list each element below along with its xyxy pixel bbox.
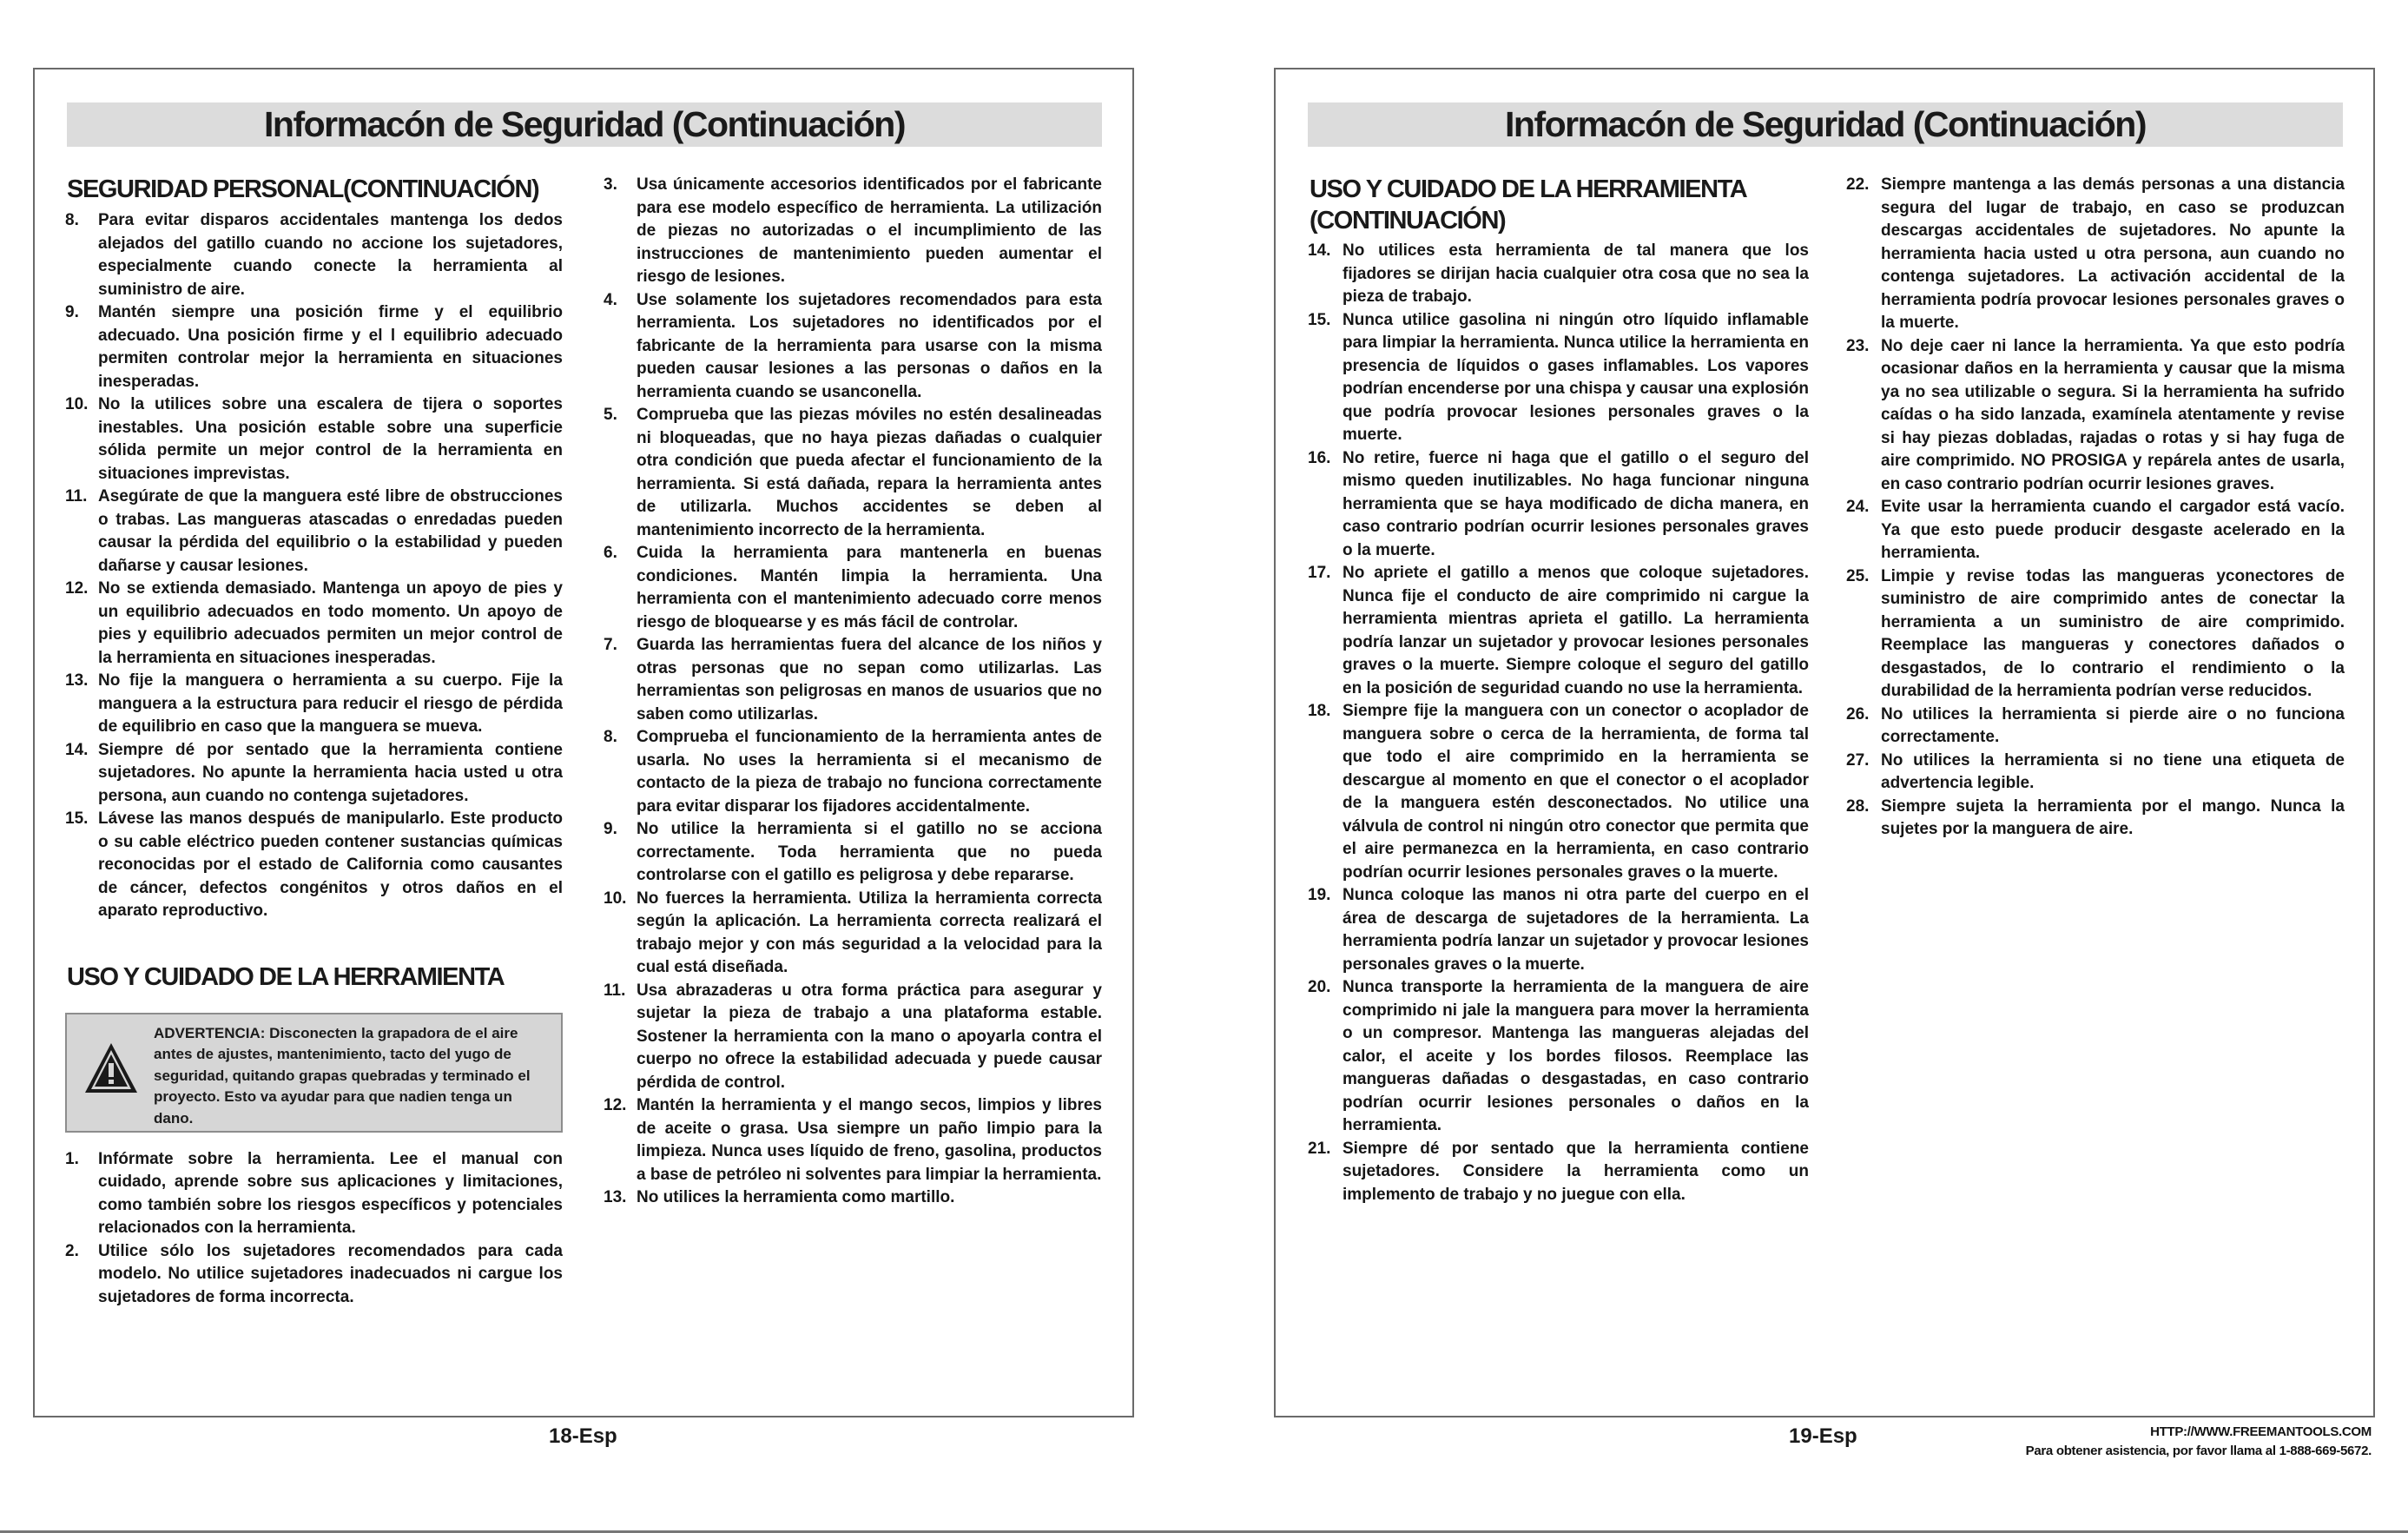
item-number: 10. — [65, 395, 89, 413]
item-text: Cuida la herramienta para mantenerla en buenas condiciones. Mantén limpia la herramienta. Una herramienta con el mantenimiento adecuado corre menos riesgo de bloquearse y es más fácil de controlar. — [637, 544, 1102, 631]
item-number: 24. — [1846, 498, 1870, 516]
list-item — [604, 404, 1102, 542]
footer-contact — [2026, 1423, 2372, 1461]
item-text: Siempre dé por sentado que la herramienta contiene sujetadores. No apunte la herramienta hacia usted u otra persona, aun cuando no contenga sujetadores. — [98, 740, 563, 805]
item-number: 11. — [65, 487, 88, 505]
item-text: No fuerces la herramienta. Utiliza la herramienta correcta según la aplicación. La herramienta correcta realizará el trabajo mejor y con más seguridad a la velocidad para la cual está diseñada. — [637, 889, 1102, 976]
page-banner-title: Informacón de Seguridad (Continuación) — [67, 102, 1102, 147]
list-item — [1308, 1138, 1809, 1207]
item-text: Infórmate sobre la herramienta. Lee el manual con cuidado, aprende sobre sus aplicaciones y limitaciones, como también sobre los riesgos específicos y potenciales relacionados con la herramienta. — [98, 1149, 563, 1237]
item-number: 22. — [1846, 175, 1870, 194]
item-text: No utilices la herramienta si pierde aire o no funciona correctamente. — [1881, 704, 2345, 746]
item-number: 25. — [1846, 566, 1870, 585]
personal-safety-list — [65, 209, 563, 923]
item-text: No apriete el gatillo a menos que coloque sujetadores. Nunca fije el conducto de aire comprimido ni cargue la herramienta mientras aprieta el gatillo. La herramienta podría lanzar un sujetador y provocar lesiones personales graves o la muerte. Siempre coloque el seguro del gatillo en la posición de seguridad cuando no use la herramienta. — [1343, 564, 1809, 697]
item-number: 11. — [604, 981, 626, 1000]
list-item — [1308, 976, 1809, 1138]
list-item — [604, 1094, 1102, 1186]
list-item — [604, 542, 1102, 634]
item-number: 5. — [604, 406, 617, 424]
item-number: 13. — [604, 1188, 627, 1206]
warning-triangle-icon — [82, 1041, 140, 1098]
item-text: Mantén la herramienta y el mango secos, limpios y libres de aceite o grasa. Usa siempre un paño limpio para la limpieza. Nunca uses líquido de freno, gasolina, productos a base de petróleo ni solventes para limpiar la herramienta. — [637, 1096, 1102, 1184]
list-item — [1846, 335, 2345, 497]
item-text: Nunca transporte la herramienta de la manguera de aire comprimido ni jale la manguera para mover la herramienta o un compresor. Mantenga las mangueras alejadas del calor, el aceite y los bordes filosos. Reemplace las mangueras dañadas o desgastadas, en caso contrario podrían ocurrir lesiones personales o daños en la herramienta. — [1343, 978, 1809, 1134]
item-text: Nunca coloque las manos ni otra parte del cuerpo en el área de descarga de sujetadores de la herramienta. La herramienta podría lanzar un sujetador y provocar lesiones personales graves o la muerte. — [1343, 886, 1809, 974]
item-text: Siempre sujeta la herramienta por el mango. Nunca la sujetes por la manguera de aire. — [1881, 796, 2345, 838]
list-item — [604, 174, 1102, 289]
item-number: 3. — [604, 175, 617, 194]
list-item — [1308, 562, 1809, 700]
list-item — [65, 209, 563, 301]
item-number: 20. — [1308, 978, 1331, 996]
footer-url-link[interactable]: HTTP://WWW.FREEMANTOOLS.COM — [2150, 1424, 2372, 1439]
section-heading-line1: USO Y CUIDADO DE LA HERRAMIENTA — [1310, 175, 1747, 203]
right-column-2 — [1846, 174, 2345, 842]
item-number: 8. — [65, 211, 79, 229]
left-column-2 — [604, 174, 1102, 1210]
right-column-1 — [1308, 174, 1809, 1206]
item-text: Siempre mantenga a las demás personas a una distancia segura del lugar de trabajo, en caso se produzcan descargas accidentales de sujetadores. No apunte la herramienta hacia usted u otra persona, aun cuando no contenga sujetadores. La activación accidental de la herramienta podría provocar lesiones personales graves o la muerte. — [1881, 175, 2345, 332]
item-text: Mantén siempre una posición firme y el equilibrio adecuado. Una posición firme y el l equilibrio adecuado permiten controlar mejor la herramienta en situaciones inesperadas. — [98, 303, 563, 391]
left-column-1 — [65, 174, 563, 1309]
item-text: No utilices esta herramienta de tal manera que los fijadores se dirijan hacia cualquier otra cosa que no sea la pieza de trabajo. — [1343, 241, 1809, 306]
list-item — [65, 301, 563, 393]
section-heading-personal-safety: SEGURIDAD PERSONAL(CONTINUACIÓN) — [67, 175, 539, 203]
list-item — [604, 818, 1102, 888]
item-text: Asegúrate de que la manguera esté libre de obstrucciones o trabas. Las mangueras atascadas o enredadas pueden causar la pérdida del equilibrio o la estabilidad y pueden dañarse y causar lesiones. — [98, 487, 563, 575]
list-item — [65, 1240, 563, 1310]
item-text: Evite usar la herramienta cuando el cargador está vacío. Ya que esto puede producir desgaste acelerado en la herramienta. — [1881, 498, 2345, 562]
section-heading-line2: (CONTINUACIÓN) — [1310, 207, 1506, 235]
item-number: 13. — [65, 671, 89, 690]
item-number: 12. — [604, 1096, 627, 1114]
item-number: 4. — [604, 290, 617, 309]
list-item — [1308, 309, 1809, 447]
item-text: No la utilices sobre una escalera de tijera o soportes inestables. Una posición estable sobre una superficie sólida permite un mejor control de la herramienta en situaciones imprevistas. — [98, 395, 563, 483]
item-number: 1. — [65, 1149, 79, 1168]
item-text: Lávese las manos después de manipularlo. Este producto o su cable eléctrico pueden contener sustancias químicas reconocidas por el estado de California como causantes de cáncer, defectos congénitos y otros daños en el aparato reproductivo. — [98, 809, 563, 920]
item-number: 8. — [604, 728, 617, 746]
item-text: No se extienda demasiado. Mantenga un apoyo de pies y un equilibrio adecuados en todo momento. Un apoyo de pies y equilibrio adecuados permiten un mejor control de la herramienta en situaciones inesperadas. — [98, 579, 563, 667]
item-text: Limpie y revise todas las mangueras yconectores de suministro de aire comprimido antes de conectar la herramienta a un suministro de aire comprimido. Reemplace las mangueras y conectores dañados o desgastados, de lo contrario el rendimiento o la durabilidad de la herramienta podrían verse reducidos. — [1881, 566, 2345, 700]
item-number: 16. — [1308, 448, 1331, 467]
item-number: 6. — [604, 544, 617, 562]
list-item — [604, 289, 1102, 405]
item-text: No fije la manguera o herramienta a su cuerpo. Fije la manguera a la estructura para reducir el riesgo de pérdida de equilibrio en caso que la manguera se mueva. — [98, 671, 563, 736]
item-number: 2. — [65, 1241, 79, 1260]
item-number: 19. — [1308, 886, 1331, 904]
item-text: Nunca utilice gasolina ni ningún otro líquido inflamable para limpiar la herramienta. Nunca utilice la herramienta en presencia de líquidos o gases inflamables. Los vapores podrían encenderse por una chispa y causar una explosión que podría provocar lesiones personales graves o la muerte. — [1343, 310, 1809, 444]
list-item — [65, 1148, 563, 1240]
item-number: 18. — [1308, 702, 1331, 720]
list-item — [1308, 700, 1809, 884]
list-item — [604, 634, 1102, 726]
item-number: 23. — [1846, 336, 1870, 355]
item-text: Siempre dé por sentado que la herramienta contiene sujetadores. Considere la herramienta como un implemento de trabajo y no juegue con ella. — [1343, 1139, 1809, 1204]
list-item — [1846, 704, 2345, 750]
list-item — [1846, 496, 2345, 565]
list-item — [604, 888, 1102, 980]
item-number: 26. — [1846, 704, 1870, 724]
list-item — [604, 980, 1102, 1095]
item-number: 9. — [65, 303, 79, 321]
section-heading-tool-use: USO Y CUIDADO DE LA HERRAMIENTA — [67, 962, 505, 991]
item-number: 21. — [1308, 1139, 1331, 1158]
list-item — [65, 739, 563, 809]
list-item — [604, 1186, 1102, 1210]
page-number: 19-Esp — [1789, 1424, 1857, 1448]
list-item — [65, 393, 563, 486]
item-text: No utilice la herramienta si el gatillo no se acciona correctamente. Toda herramienta que no pueda controlarse con el gatillo es peligrosa y debe repararse. — [637, 820, 1102, 884]
item-text: Comprueba el funcionamiento de la herramienta antes de usarla. No uses la herramienta si el mecanismo de contacto de la pieza de trabajo no funciona correctamente para evitar disparar los fijadores accidentalmente. — [637, 728, 1102, 816]
item-number: 14. — [1308, 241, 1331, 260]
list-item — [1308, 884, 1809, 976]
item-text: Siempre fije la manguera con un conector o acoplador de manguera sobre o cerca de la herramienta, de forma tal que todo el aire comprimido en la herramienta se descargue al momento en que el conector o el acoplador de la manguera estén desconectados. No utilice una válvula de control ni ningún otro conector que permita que el aire permanezca en la herramienta, en caso contrario podrían ocurrir lesiones personales graves o la muerte. — [1343, 702, 1809, 882]
item-number: 9. — [604, 820, 617, 838]
list-item — [65, 486, 563, 578]
item-number: 7. — [604, 636, 617, 654]
item-text: Guarda las herramientas fuera del alcance de los niños y otras personas que no sepan como utilizarlas. Las herramientas son peligrosas en manos de usuarios que no saben como utilizarlas. — [637, 636, 1102, 724]
footer-help-text: Para obtener asistencia, por favor llama al 1-888-669-5672. — [2025, 1444, 2372, 1458]
item-number: 10. — [604, 889, 627, 908]
list-item — [1846, 174, 2345, 335]
item-text: No utilices la herramienta si no tiene una etiqueta de advertencia legible. — [1881, 750, 2345, 792]
list-item — [65, 670, 563, 739]
item-text: Comprueba que las piezas móviles no estén desalineadas ni bloqueadas, que no haya piezas dañadas o cualquier otra condición que pueda afectar el funcionamiento de la herramienta. Si está dañada, repara la herramienta antes de utilizarla. Muchos accidentes se deben al mantenimiento incorrecto de la herramienta. — [637, 406, 1102, 539]
item-text: No utilices la herramienta como martillo. — [637, 1188, 955, 1206]
section-heading-tool-use-continued — [1310, 174, 1809, 236]
list-item — [1846, 565, 2345, 704]
item-number: 12. — [65, 579, 89, 598]
list-item — [65, 578, 563, 670]
list-item — [604, 726, 1102, 818]
tool-use-list-right-2 — [1846, 174, 2345, 842]
item-text: No retire, fuerce ni haga que el gatillo o el seguro del mismo queden inutilizables. No haga funcionar ninguna herramienta que se haya modificado de dicha manera, en caso contrario podrían ocurrir lesiones personales graves o la muerte. — [1343, 448, 1809, 559]
item-text: Para evitar disparos accidentales mantenga los dedos alejados del gatillo cuando no accione los sujetadores, especialmente cuando conecte la herramienta al suministro de aire. — [98, 211, 563, 299]
item-number: 15. — [1308, 310, 1331, 329]
list-item — [1846, 750, 2345, 796]
item-number: 17. — [1308, 564, 1331, 582]
item-text: Utilice sólo los sujetadores recomendados para cada modelo. No utilice sujetadores inadecuados ni cargue los sujetadores de forma incorrecta. — [98, 1241, 563, 1306]
item-text: Usa abrazaderas u otra forma práctica para asegurar y sujetar la pieza de trabajo a una plataforma estable. Sostener la herramienta con la mano o apoyarla contra el cuerpo no ofrece la estabilidad adecuada y puede causar pérdida de control. — [637, 981, 1102, 1092]
page-number: 18-Esp — [549, 1424, 617, 1448]
list-item — [1308, 447, 1809, 563]
item-number: 15. — [65, 809, 89, 828]
item-text: Usa únicamente accesorios identificados por el fabricante para ese modelo específico de herramienta. La utilización de piezas no autorizadas o el incumplimiento de las instrucciones de mantenimiento pueden aumentar el riesgo de lesiones. — [637, 175, 1102, 286]
tool-use-list-continued — [604, 174, 1102, 1210]
warning-box — [65, 1013, 563, 1133]
page-19 — [1274, 68, 2375, 1417]
tool-use-list — [65, 1148, 563, 1310]
list-item — [1308, 240, 1809, 309]
page-banner-title: Informacón de Seguridad (Continuación) — [1308, 102, 2343, 147]
item-number: 28. — [1846, 796, 1870, 816]
item-number: 14. — [65, 740, 89, 759]
item-text: No deje caer ni lance la herramienta. Ya que esto podría ocasionar daños en la herramienta y causar que la misma ya no sea utilizable o segura. Si la herramienta ha sufrido caídas o ha sido lanzada, examínela atentamente y revise si hay piezas dobladas, rajadas o rotas y si hay fuga de aire comprimido. NO PROSIGA y repárela antes de usarla, en caso contrario podrían ocurrir lesiones graves. — [1881, 336, 2345, 493]
list-item — [65, 808, 563, 923]
item-number: 27. — [1846, 750, 1870, 770]
list-item — [1846, 796, 2345, 842]
item-text: Use solamente los sujetadores recomendados para esta herramienta. Los sujetadores no identificados por el fabricante de la herramienta para usarse con la misma pueden causar lesiones a las personas o daños en la herramienta cuando se usanconella. — [637, 290, 1102, 401]
warning-text: ADVERTENCIA: Disconecten la grapadora de el aire antes de ajustes, mantenimiento, tacto del yugo de seguridad, quitando grapas quebradas y terminado el proyecto. Esto va ayudar para que nadien tenga un dano. — [154, 1024, 531, 1127]
page-18 — [33, 68, 1134, 1417]
tool-use-list-right-1 — [1308, 240, 1809, 1206]
